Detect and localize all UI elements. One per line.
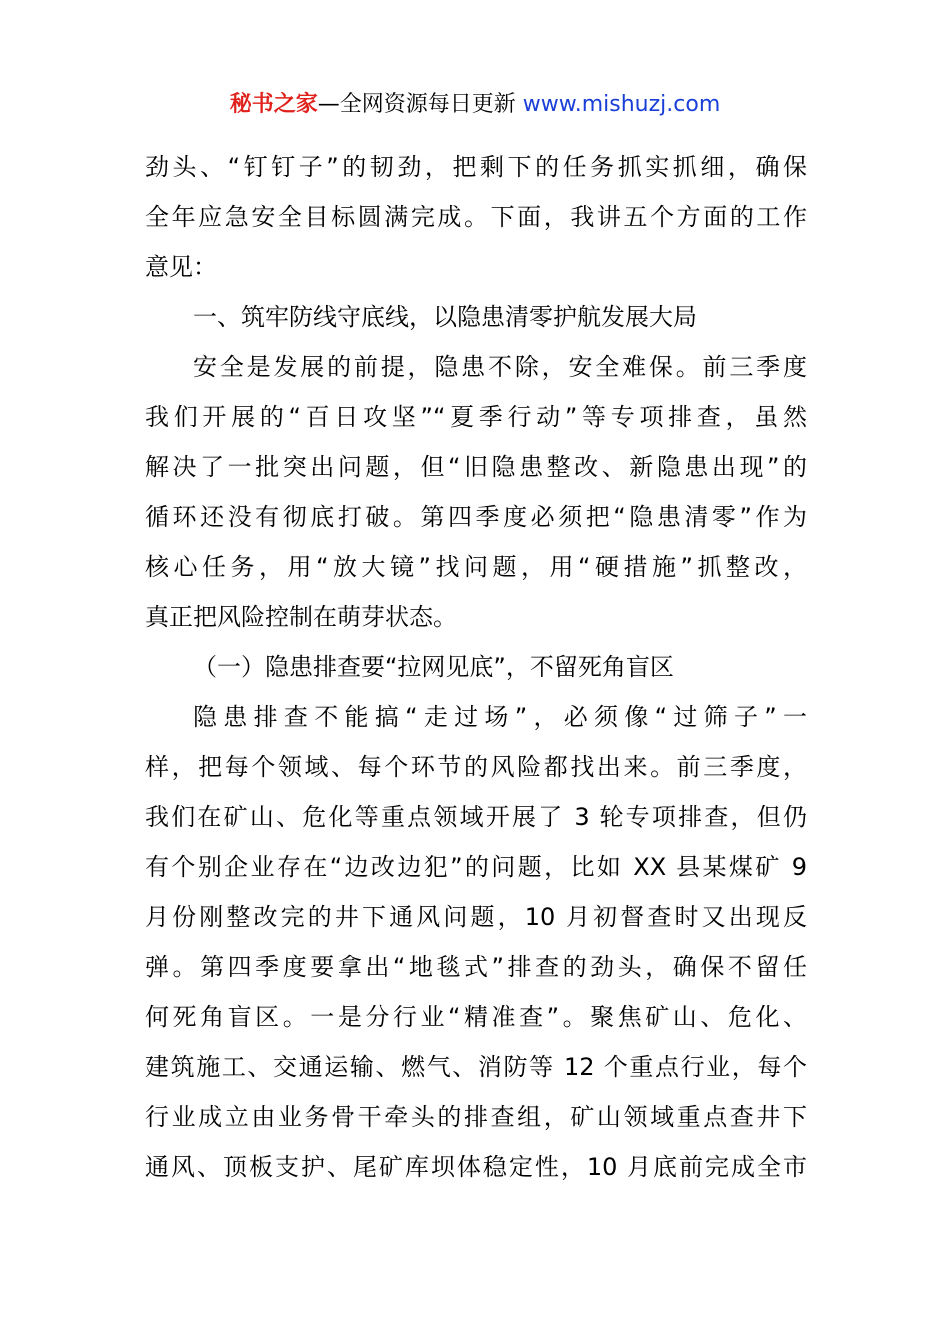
body-line: 劲头、“钉钉子”的韧劲，把剩下的任务抓实抓细，确保	[145, 153, 807, 181]
body-line: 弹。第四季度要拿出“地毯式”排查的劲头，确保不留任	[145, 953, 807, 981]
header-slogan: —全网资源每日更新	[317, 92, 523, 117]
body-line: 解决了一批突出问题，但“旧隐患整改、新隐患出现”的	[145, 453, 807, 481]
body-line: 隐患排查不能搞“走过场”，必须像“过筛子”一	[193, 703, 807, 731]
body-line: 建筑施工、交通运输、燃气、消防等 12 个重点行业，每个	[145, 1053, 807, 1081]
body-line: 何死角盲区。一是分行业“精准查”。聚焦矿山、危化、	[145, 1003, 807, 1031]
body-line: 安全是发展的前提，隐患不除，安全难保。前三季度	[193, 353, 807, 381]
body-line: 样，把每个领域、每个环节的风险都找出来。前三季度，	[145, 753, 807, 781]
subsection-heading: （一）隐患排查要“拉网见底”，不留死角盲区	[193, 653, 674, 681]
body-line: 核心任务，用“放大镜”找问题，用“硬措施”抓整改，	[145, 553, 807, 581]
section-heading: 一、筑牢防线守底线，以隐患清零护航发展大局	[193, 303, 697, 331]
body-line: 我们开展的“百日攻坚”“夏季行动”等专项排查，虽然	[145, 403, 807, 431]
body-line: 月份刚整改完的井下通风问题，10 月初督查时又出现反	[145, 903, 807, 931]
body-line: 意见：	[145, 253, 217, 281]
body-line: 通风、顶板支护、尾矿库坝体稳定性，10 月底前完成全市	[145, 1153, 807, 1181]
page-header	[0, 88, 950, 122]
body-line: 我们在矿山、危化等重点领域开展了 3 轮专项排查，但仍	[145, 803, 807, 831]
document-body	[145, 142, 807, 1192]
body-line: 循环还没有彻底打破。第四季度必须把“隐患清零”作为	[145, 503, 807, 531]
body-line: 有个别企业存在“边改边犯”的问题，比如 XX 县某煤矿 9	[145, 853, 807, 881]
body-line: 全年应急安全目标圆满完成。下面，我讲五个方面的工作	[145, 203, 807, 231]
body-line: 行业成立由业务骨干牵头的排查组，矿山领域重点查井下	[145, 1103, 807, 1131]
header-url-link[interactable]: www.mishuzj.com	[522, 92, 721, 117]
body-line: 真正把风险控制在萌芽状态。	[145, 603, 457, 631]
header-brand: 秘书之家	[229, 92, 318, 117]
